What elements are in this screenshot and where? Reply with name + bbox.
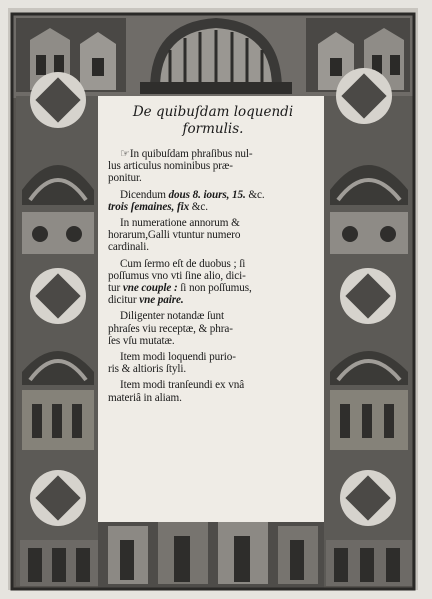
paragraph-4 [108,258,314,307]
para5-line1: Diligenter notandæ ſunt [120,310,224,323]
para7-line1: Item modi tranſeundi ex vnâ [120,379,245,392]
para4-line1: Cum ſermo eſt de duobus ; ſi [120,257,246,270]
paragraph-7 [108,379,314,403]
para6-line1: Item modi loquendi purio- [120,351,236,364]
para4-line4-italic: vne paire. [139,294,184,307]
para5-line3: ſes vſu mutatæ. [108,334,175,347]
para2-line2-italic: trois ſemaines, [108,200,175,213]
paragraph-5 [108,310,314,347]
page-title [108,104,314,138]
para6-line2: ris & altioris ſtyli. [108,363,187,376]
para1-line2: lus articulus nominibus præ- [108,160,233,173]
para2-line2 [108,201,314,213]
para4-line3 [108,282,314,294]
para4-line2: poſſumus vno vti ſine alio, dici- [108,269,246,282]
para1-line3: ponitur. [108,172,142,185]
para2-prefix: Dicendum [120,188,166,201]
para3-line1: In numeratione annorum & [120,217,240,230]
para4-line4 [108,294,314,306]
text-panel [98,96,324,522]
title-line-2: formulis. [182,121,244,137]
para4-line3-italic: vne couple : [122,282,178,295]
paragraph-3 [108,217,314,254]
para2-middle: &c. [248,188,265,201]
para2-italic: dous 8. iours, 15. [168,188,246,201]
paragraph-6 [108,351,314,375]
para2-line2-end: &c. [191,200,208,213]
para3-line2: horarum,Galli vtuntur numero [108,229,241,242]
para3-line3: cardinali. [108,241,149,254]
para4-line3-start: tur [108,282,121,295]
paragraph-1 [108,148,314,185]
para2-line2-italic-b: fix [176,200,190,213]
para1-line1: ☞In quibuſdam phraſibus nul- [120,148,253,160]
para2-line1 [108,189,314,201]
para4-line3-end: ſi non poſſumus, [180,282,252,295]
para7-line2: materiâ in aliam. [108,391,182,404]
paragraph-2 [108,189,314,213]
title-line-1: De quibuſdam loquendi [132,104,294,120]
para5-line2: phraſes viu receptæ, & phra- [108,322,233,335]
para4-line4-start: dicitur [108,294,137,307]
